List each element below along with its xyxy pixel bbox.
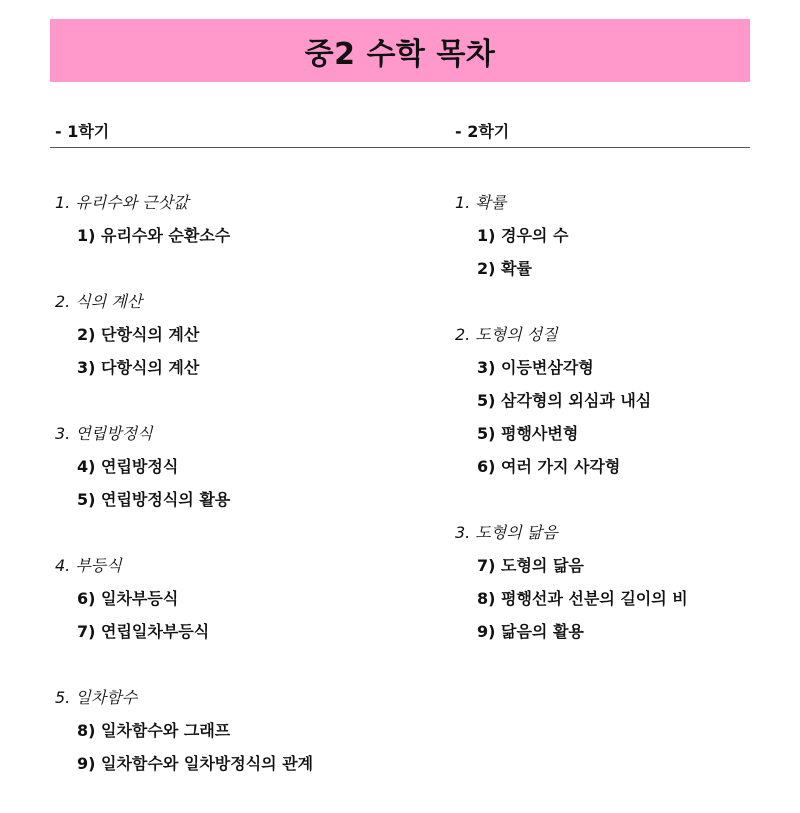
- chapter: [55, 417, 313, 516]
- semester-2-column: [455, 120, 688, 681]
- section-item: 1) 경우의 수: [477, 226, 569, 245]
- section-item: 2) 확률: [477, 259, 532, 278]
- section-item: 5) 연립방정식의 활용: [77, 490, 231, 509]
- page-title: 중2 수학 목차: [304, 36, 496, 72]
- section-item: 2) 단항식의 계산: [77, 325, 200, 344]
- section-item: 3) 이등변삼각형: [477, 358, 594, 377]
- chapter-title: 2. 식의 계산: [55, 292, 143, 311]
- section-item: 9) 일차함수와 일차방정식의 관계: [77, 754, 314, 773]
- section-item: 7) 도형의 닮음: [477, 556, 584, 575]
- semester-1-column: [55, 120, 313, 813]
- chapter: [455, 186, 688, 285]
- chapter: [55, 285, 313, 384]
- chapter: [55, 681, 313, 780]
- section-item: 8) 평행선과 선분의 길이의 비: [477, 589, 688, 608]
- section-item: 5) 평행사변형: [477, 424, 579, 443]
- chapter-title: 3. 도형의 닮음: [455, 523, 558, 542]
- chapter-title: 2. 도형의 성질: [455, 325, 558, 344]
- section-item: 5) 삼각형의 외심과 내심: [477, 391, 652, 410]
- title-banner: [50, 19, 750, 82]
- chapter-title: 4. 부등식: [55, 556, 122, 575]
- chapter: [455, 318, 688, 483]
- section-item: 6) 일차부등식: [77, 589, 179, 608]
- section-item: 1) 유리수와 순환소수: [77, 226, 231, 245]
- semester-heading: - 2학기: [455, 122, 510, 141]
- section-item: 8) 일차함수와 그래프: [77, 721, 231, 740]
- section-item: 6) 여러 가지 사각형: [477, 457, 621, 476]
- chapter: [55, 186, 313, 252]
- section-item: 7) 연립일차부등식: [77, 622, 210, 641]
- semester-heading: - 1학기: [55, 122, 110, 141]
- chapter: [55, 549, 313, 648]
- chapter-title: 1. 유리수와 근삿값: [55, 193, 189, 212]
- section-item: 3) 다항식의 계산: [77, 358, 200, 377]
- chapter-title: 1. 확률: [455, 193, 507, 212]
- chapter-title: 3. 연립방정식: [55, 424, 153, 443]
- section-item: 4) 연립방정식: [77, 457, 179, 476]
- chapter: [455, 516, 688, 648]
- chapter-title: 5. 일차함수: [55, 688, 138, 707]
- section-item: 9) 닮음의 활용: [477, 622, 584, 641]
